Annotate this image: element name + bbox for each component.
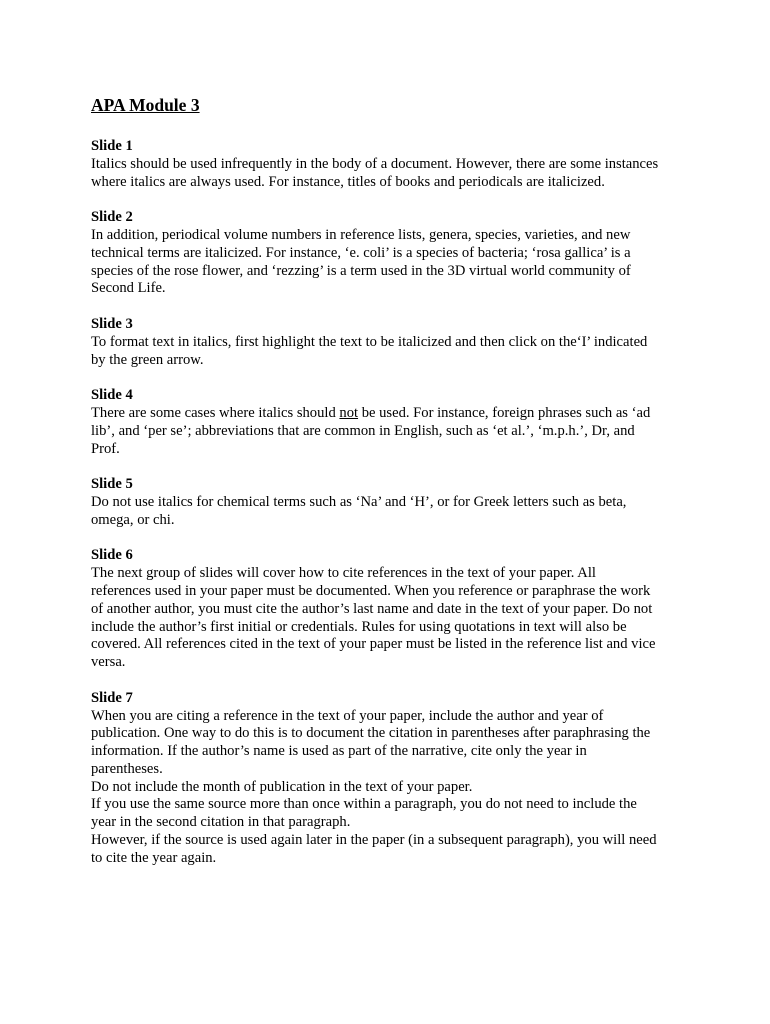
slide-text-line: where italics are always used. For instance, titles of books and periodicals are italicized. <box>91 173 605 190</box>
slide-text-line: year in the second citation in that paragraph. <box>91 814 351 831</box>
slide-heading: Slide 4 <box>91 387 133 404</box>
slide-section-5 <box>91 476 690 529</box>
document-title: APA Module 3 <box>91 95 200 115</box>
slide-text-line: to cite the year again. <box>91 849 217 866</box>
slide-text-line: lib’, and ‘per se’; abbreviations that are common in English, such as ‘et al.’, ‘m.p.h.’, Dr, and <box>91 422 635 439</box>
slide-text-line: include the author’s first initial or credentials. Rules for using quotations in text will also be <box>91 618 627 635</box>
slide-text-line: publication. One way to do this is to document the citation in parentheses after paraphrasing the <box>91 725 651 742</box>
slide-section-1 <box>91 138 690 191</box>
slide-text-line: Second Life. <box>91 280 166 297</box>
slide-text-line: When you are citing a reference in the text of your paper, include the author and year of <box>91 707 604 724</box>
slide-text-line: In addition, periodical volume numbers in reference lists, genera, species, varieties, and new <box>91 226 631 243</box>
slide-text-line: versa. <box>91 654 126 671</box>
slide-text-line: Italics should be used infrequently in the body of a document. However, there are some instances <box>91 155 659 172</box>
slide-text-line: Do not include the month of publication in the text of your paper. <box>91 778 473 795</box>
slide-section-7 <box>91 690 690 868</box>
slide-text-line: To format text in italics, first highlight the text to be italicized and then click on the‘I’ indicated <box>91 333 648 350</box>
slide-section-3 <box>91 316 690 369</box>
slide-text-line: However, if the source is used again later in the paper (in a subsequent paragraph), you will need <box>91 832 657 849</box>
slide-section-2 <box>91 209 690 298</box>
slide-text-line: information. If the author’s name is used as part of the narrative, cite only the year in <box>91 743 587 760</box>
slide-text-line: of another author, you must cite the author’s last name and date in the text of your paper. Do not <box>91 600 653 617</box>
slide-section-6 <box>91 547 690 672</box>
slide-heading: Slide 3 <box>91 315 133 332</box>
slide-section-4 <box>91 387 690 458</box>
slide-heading: Slide 7 <box>91 689 133 706</box>
slide-heading: Slide 6 <box>91 547 133 564</box>
slide-text-line: Do not use italics for chemical terms such as ‘Na’ and ‘H’, or for Greek letters such as beta, <box>91 493 627 510</box>
underlined-word: not <box>339 404 359 421</box>
slide-heading: Slide 2 <box>91 209 133 226</box>
slide-heading: Slide 5 <box>91 476 133 493</box>
slide-text-line <box>91 405 690 423</box>
slide-text-fragment: There are some cases where italics should <box>91 404 340 421</box>
slide-text-line: The next group of slides will cover how to cite references in the text of your paper. All <box>91 565 596 582</box>
slide-text-line: Prof. <box>91 440 120 457</box>
slide-text-line: species of the rose flower, and ‘rezzing’ is a term used in the 3D virtual world community of <box>91 262 631 279</box>
slide-text-line: technical terms are italicized. For instance, ‘e. coli’ is a species of bacteria; ‘rosa gallica’ is a <box>91 244 631 261</box>
slide-text-line: by the green arrow. <box>91 351 204 368</box>
slide-text-line: parentheses. <box>91 760 163 777</box>
slide-text-line: references used in your paper must be documented. When you reference or paraphrase the work <box>91 582 651 599</box>
slide-text-line: covered. All references cited in the text of your paper must be listed in the reference list and vice <box>91 636 656 653</box>
slide-text-line: omega, or chi. <box>91 511 175 528</box>
slide-text-fragment: be used. For instance, foreign phrases such as ‘ad <box>358 404 651 421</box>
slide-text-line: If you use the same source more than once within a paragraph, you do not need to include the <box>91 796 637 813</box>
slide-heading: Slide 1 <box>91 138 133 154</box>
